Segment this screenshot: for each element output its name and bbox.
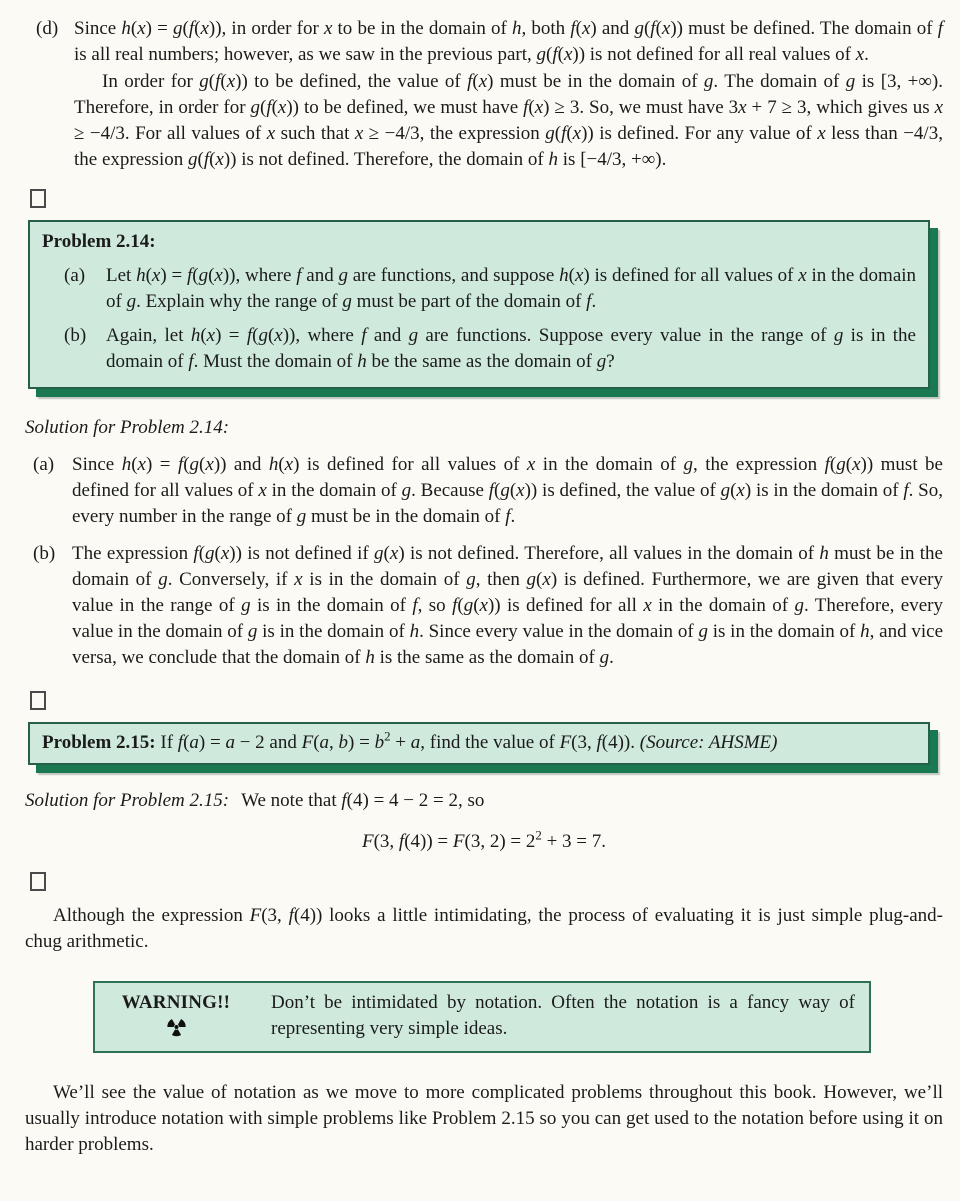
warning-box bbox=[93, 981, 871, 1053]
solution-2-14-part-b-text: The expression f(g(x)) is not defined if g(x) is not defined. Therefore, all values in the domain of h must be in the domain of g. Conversely, if x is in the domain of g, then g(x) is defined. Furthermore, we are given that every value in the range of g is in the domain of f, so f(g(x)) is defined for all x in the domain of g. Therefore, every value in the domain of g is in the domain of h. Since every value in the domain of g is in the domain of h, and vice versa, we conclude that the domain of h is the same as the domain of g. bbox=[72, 543, 944, 668]
problem-2-15-title: Problem 2.15: bbox=[42, 732, 156, 753]
problem-2-15-box bbox=[28, 722, 930, 765]
part-d-body bbox=[74, 16, 943, 173]
solution-2-14-heading: Solution for Problem 2.14: bbox=[25, 417, 230, 438]
warning-label-column bbox=[107, 990, 245, 1042]
problem-2-14-part-a bbox=[64, 263, 916, 315]
problem-2-14-title: Problem 2.14: bbox=[42, 231, 156, 252]
solution-2-14-part-b bbox=[33, 541, 943, 671]
warning-text: Don’t be intimidated by notation. Often the notation is a fancy way of representing very simple ideas. bbox=[271, 992, 855, 1039]
problem-2-14-part-b-text: Again, let h(x) = f(g(x)), where f and g are functions. Suppose every value in the range of g is in the domain of f. Must the domain of h be the same as the domain of g? bbox=[106, 325, 916, 372]
solution-2-15-intro: We note that f(4) = 4 − 2 = 2, so bbox=[241, 790, 485, 811]
warning-label: WARNING!! bbox=[121, 992, 231, 1013]
part-d-paragraph-1: Since h(x) = g(f(x)), in order for x to be in the domain of h, both f(x) and g(f(x)) must be defined. The domain of f is all real numbers; however, as we saw in the previous part, g(f(x)) is not defined for all real values of x. bbox=[74, 18, 943, 65]
solution-2-14-part-a-text: Since h(x) = f(g(x)) and h(x) is defined for all values of x in the domain of g, the expression f(g(x)) must be defined for all values of x in the domain of g. Because f(g(x)) is defined, the value of g(x) is in the domain of f. So, every number in the range of g must be in the domain of f. bbox=[72, 454, 943, 527]
solution-2-15-heading: Solution for Problem 2.15: bbox=[25, 790, 230, 811]
item-label-d: (d) bbox=[36, 18, 59, 39]
problem-2-15-statement: If f(a) = a − 2 and F(a, $b) = b^2 + a$, find the value of F(3, f(4)). (Source: AHSME) bbox=[160, 728, 778, 753]
end-of-solution-icon bbox=[30, 189, 46, 208]
problem-2-14-box bbox=[28, 220, 930, 389]
item-label-a: (a) bbox=[33, 454, 55, 475]
solution-part-d bbox=[36, 16, 943, 173]
solution-2-14-part-a bbox=[33, 452, 943, 530]
problem-2-14-part-b bbox=[64, 323, 916, 375]
radiation-icon bbox=[107, 1017, 245, 1037]
solution-2-15-line bbox=[25, 788, 943, 814]
end-of-solution-icon bbox=[30, 691, 46, 710]
end-of-solution-icon bbox=[30, 872, 46, 891]
item-label-b: (b) bbox=[64, 325, 87, 346]
item-label-a: (a) bbox=[64, 265, 86, 286]
item-label-b: (b) bbox=[33, 543, 56, 564]
part-d-paragraph-2: In order for g(f(x)) to be defined, the value of f(x) must be in the domain of g. The domain of g is [3, +∞). Therefore, in order for g(f(x)) to be defined, we must have f(x) ≥ 3. So, we must have 3x + 7 ≥ 3, which gives us x ≥ −4/3. For all values of x such that x ≥ −4/3, the expression g(f(x)) is defined. For any value of x less than −4/3, the expression g(f(x)) is not defined. Therefore, the domain of h is [−4/3, +∞). bbox=[74, 71, 944, 170]
closing-paragraph-1: Although the expression F(3, f(4)) looks a little intimidating, the process of evaluating it is just simple plug-and-chug arithmetic. bbox=[25, 905, 943, 952]
problem-2-15-text bbox=[42, 730, 916, 756]
problem-2-14-part-a-text: Let h(x) = f(g(x)), where f and g are functions, and suppose h(x) is defined for all values of x in the domain of g. Explain why the range of g must be part of the domain of f. bbox=[106, 265, 917, 312]
display-equation: F(3, f(4)) = F(3, $2) = 2^2 + 3 = 7$. bbox=[361, 827, 607, 852]
closing-paragraph-2: We’ll see the value of notation as we move to more complicated problems throughout this book. However, we’ll usually introduce notation with simple problems like Problem 2.15 so you can get used to the notation before using it on harder problems. bbox=[25, 1082, 943, 1155]
